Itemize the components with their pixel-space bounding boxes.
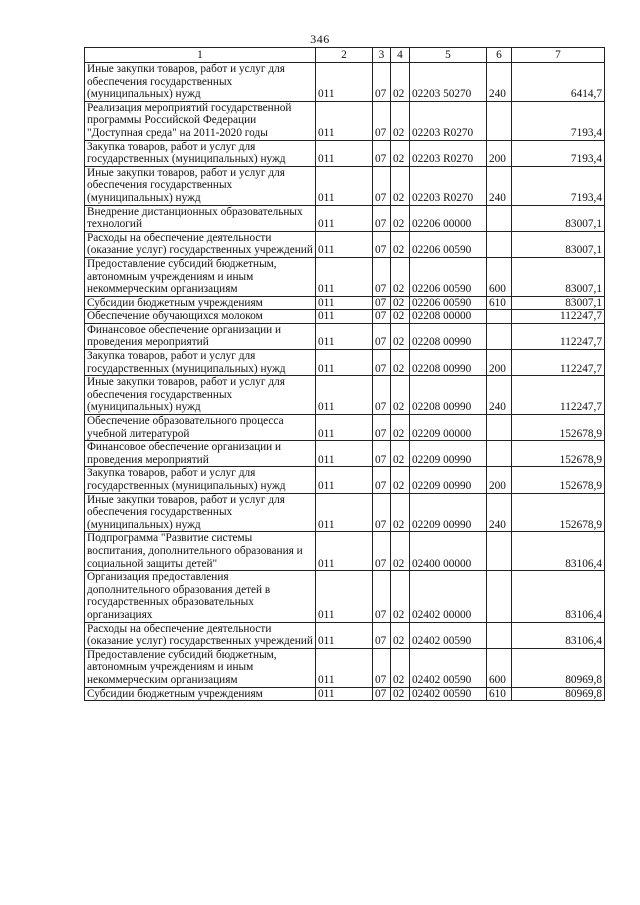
table-row xyxy=(85,205,605,231)
table-row xyxy=(85,571,605,622)
row-code-expense-type xyxy=(487,415,512,441)
row-code-subsection: 02 xyxy=(391,231,410,257)
column-header: 5 xyxy=(410,48,487,63)
budget-table xyxy=(84,47,605,701)
table-row xyxy=(85,257,605,296)
row-code-expense-type: 200 xyxy=(487,467,512,493)
row-code-admin: 011 xyxy=(316,296,373,310)
row-amount: 7193,4 xyxy=(512,166,605,205)
row-code-section: 07 xyxy=(373,101,391,140)
row-code-section: 07 xyxy=(373,257,391,296)
row-amount: 6414,7 xyxy=(512,63,605,102)
row-code-admin: 011 xyxy=(316,376,373,415)
row-code-subsection: 02 xyxy=(391,350,410,376)
row-code-admin: 011 xyxy=(316,493,373,532)
table-row xyxy=(85,63,605,102)
row-code-expense-type: 240 xyxy=(487,493,512,532)
row-code-expense-type xyxy=(487,101,512,140)
row-code-section: 07 xyxy=(373,310,391,324)
row-code-target: 02209 00000 xyxy=(410,415,487,441)
row-code-admin: 011 xyxy=(316,350,373,376)
row-code-expense-type xyxy=(487,231,512,257)
row-code-target: 02203 50270 xyxy=(410,63,487,102)
row-amount: 7193,4 xyxy=(512,101,605,140)
row-code-admin: 011 xyxy=(316,415,373,441)
column-header: 4 xyxy=(391,48,410,63)
row-code-admin: 011 xyxy=(316,323,373,349)
row-amount: 152678,9 xyxy=(512,441,605,467)
row-code-target: 02203 R0270 xyxy=(410,140,487,166)
row-code-section: 07 xyxy=(373,231,391,257)
row-code-section: 07 xyxy=(373,140,391,166)
row-code-subsection: 02 xyxy=(391,166,410,205)
row-code-section: 07 xyxy=(373,166,391,205)
row-name: Иные закупки товаров, работ и услуг для обеспечения государственных (муниципальных) нужд xyxy=(85,493,316,532)
row-code-section: 07 xyxy=(373,376,391,415)
row-code-target: 02402 00000 xyxy=(410,571,487,622)
row-name: Расходы на обеспечение деятельности (оказание услуг) государственных учреждений xyxy=(85,622,316,648)
row-name: Субсидии бюджетным учреждениям xyxy=(85,687,316,701)
row-code-target: 02208 00990 xyxy=(410,376,487,415)
row-code-expense-type xyxy=(487,310,512,324)
table-row xyxy=(85,310,605,324)
row-code-section: 07 xyxy=(373,532,391,571)
row-code-expense-type: 240 xyxy=(487,63,512,102)
row-amount: 80969,8 xyxy=(512,687,605,701)
row-code-section: 07 xyxy=(373,493,391,532)
row-amount: 83007,1 xyxy=(512,231,605,257)
row-code-target: 02402 00590 xyxy=(410,687,487,701)
row-code-subsection: 02 xyxy=(391,622,410,648)
row-name: Иные закупки товаров, работ и услуг для обеспечения государственных (муниципальных) нужд xyxy=(85,63,316,102)
row-code-target: 02402 00590 xyxy=(410,648,487,687)
table-row xyxy=(85,296,605,310)
row-amount: 80969,8 xyxy=(512,648,605,687)
row-code-section: 07 xyxy=(373,350,391,376)
row-code-admin: 011 xyxy=(316,622,373,648)
row-code-target: 02203 R0270 xyxy=(410,166,487,205)
row-name: Обеспечение образовательного процесса учебной литературой xyxy=(85,415,316,441)
row-amount: 152678,9 xyxy=(512,415,605,441)
row-code-subsection: 02 xyxy=(391,571,410,622)
row-code-target: 02206 00000 xyxy=(410,205,487,231)
row-amount: 83007,1 xyxy=(512,205,605,231)
row-code-section: 07 xyxy=(373,415,391,441)
row-amount: 112247,7 xyxy=(512,310,605,324)
row-code-target: 02209 00990 xyxy=(410,467,487,493)
row-code-target: 02206 00590 xyxy=(410,296,487,310)
row-amount: 152678,9 xyxy=(512,493,605,532)
row-code-admin: 011 xyxy=(316,101,373,140)
row-code-expense-type: 600 xyxy=(487,648,512,687)
table-row xyxy=(85,376,605,415)
table-row xyxy=(85,166,605,205)
row-code-subsection: 02 xyxy=(391,441,410,467)
table-row xyxy=(85,415,605,441)
row-amount: 152678,9 xyxy=(512,467,605,493)
row-code-subsection: 02 xyxy=(391,323,410,349)
row-name: Реализация мероприятий государственной программы Российской Федерации "Доступная среда" на 2011-2020 годы xyxy=(85,101,316,140)
row-code-admin: 011 xyxy=(316,231,373,257)
column-header: 2 xyxy=(316,48,373,63)
row-name: Внедрение дистанционных образовательных технологий xyxy=(85,205,316,231)
row-code-subsection: 02 xyxy=(391,687,410,701)
row-code-expense-type: 200 xyxy=(487,350,512,376)
table-row xyxy=(85,323,605,349)
table-row xyxy=(85,687,605,701)
row-code-admin: 011 xyxy=(316,441,373,467)
row-name: Закупка товаров, работ и услуг для государственных (муниципальных) нужд xyxy=(85,140,316,166)
row-code-target: 02208 00000 xyxy=(410,310,487,324)
row-code-admin: 011 xyxy=(316,140,373,166)
row-code-section: 07 xyxy=(373,571,391,622)
column-header: 6 xyxy=(487,48,512,63)
row-code-admin: 011 xyxy=(316,687,373,701)
row-code-target: 02209 00990 xyxy=(410,441,487,467)
row-amount: 83106,4 xyxy=(512,532,605,571)
row-code-subsection: 02 xyxy=(391,376,410,415)
row-code-subsection: 02 xyxy=(391,648,410,687)
table-header-row xyxy=(85,48,605,63)
row-code-expense-type: 240 xyxy=(487,166,512,205)
row-code-subsection: 02 xyxy=(391,310,410,324)
row-code-subsection: 02 xyxy=(391,257,410,296)
table-row xyxy=(85,231,605,257)
page-number: 346 xyxy=(310,32,330,46)
row-code-target: 02206 00590 xyxy=(410,231,487,257)
row-code-target: 02203 R0270 xyxy=(410,101,487,140)
row-code-admin: 011 xyxy=(316,166,373,205)
row-code-section: 07 xyxy=(373,441,391,467)
row-amount: 83106,4 xyxy=(512,571,605,622)
row-amount: 112247,7 xyxy=(512,350,605,376)
row-name: Предоставление субсидий бюджетным, автономным учреждениям и иным некоммерческим организациям xyxy=(85,257,316,296)
row-code-admin: 011 xyxy=(316,257,373,296)
table-row xyxy=(85,493,605,532)
row-code-subsection: 02 xyxy=(391,140,410,166)
row-code-target: 02206 00590 xyxy=(410,257,487,296)
row-code-target: 02209 00990 xyxy=(410,493,487,532)
row-code-target: 02208 00990 xyxy=(410,350,487,376)
row-code-admin: 011 xyxy=(316,310,373,324)
table-row xyxy=(85,622,605,648)
row-name: Организация предоставления дополнительного образования детей в государственных образовательных организациях xyxy=(85,571,316,622)
row-code-admin: 011 xyxy=(316,205,373,231)
table-row xyxy=(85,532,605,571)
row-code-target: 02208 00990 xyxy=(410,323,487,349)
row-code-section: 07 xyxy=(373,323,391,349)
row-code-subsection: 02 xyxy=(391,467,410,493)
row-code-admin: 011 xyxy=(316,63,373,102)
row-code-expense-type: 240 xyxy=(487,376,512,415)
table-row xyxy=(85,350,605,376)
row-name: Подпрограмма "Развитие системы воспитания, дополнительного образования и социальной защиты детей" xyxy=(85,532,316,571)
row-code-section: 07 xyxy=(373,205,391,231)
row-code-section: 07 xyxy=(373,687,391,701)
row-name: Закупка товаров, работ и услуг для государственных (муниципальных) нужд xyxy=(85,467,316,493)
row-code-admin: 011 xyxy=(316,648,373,687)
row-name: Иные закупки товаров, работ и услуг для обеспечения государственных (муниципальных) нужд xyxy=(85,376,316,415)
row-amount: 83007,1 xyxy=(512,296,605,310)
table-row xyxy=(85,101,605,140)
row-name: Расходы на обеспечение деятельности (оказание услуг) государственных учреждений xyxy=(85,231,316,257)
row-code-expense-type: 200 xyxy=(487,140,512,166)
row-code-admin: 011 xyxy=(316,571,373,622)
row-code-section: 07 xyxy=(373,63,391,102)
column-header: 7 xyxy=(512,48,605,63)
row-code-expense-type xyxy=(487,532,512,571)
table-row xyxy=(85,441,605,467)
row-code-target: 02402 00590 xyxy=(410,622,487,648)
row-code-subsection: 02 xyxy=(391,415,410,441)
table-row xyxy=(85,648,605,687)
row-code-section: 07 xyxy=(373,467,391,493)
table-row xyxy=(85,140,605,166)
row-code-expense-type xyxy=(487,441,512,467)
row-name: Обеспечение обучающихся молоком xyxy=(85,310,316,324)
row-name: Финансовое обеспечение организации и проведения мероприятий xyxy=(85,323,316,349)
row-amount: 112247,7 xyxy=(512,376,605,415)
row-code-admin: 011 xyxy=(316,532,373,571)
row-code-admin: 011 xyxy=(316,467,373,493)
row-code-section: 07 xyxy=(373,648,391,687)
row-code-subsection: 02 xyxy=(391,296,410,310)
row-name: Финансовое обеспечение организации и проведения мероприятий xyxy=(85,441,316,467)
row-amount: 112247,7 xyxy=(512,323,605,349)
row-code-expense-type: 610 xyxy=(487,687,512,701)
row-code-expense-type xyxy=(487,323,512,349)
column-header: 1 xyxy=(85,48,316,63)
row-name: Предоставление субсидий бюджетным, автономным учреждениям и иным некоммерческим организациям xyxy=(85,648,316,687)
row-code-target: 02400 00000 xyxy=(410,532,487,571)
row-amount: 83007,1 xyxy=(512,257,605,296)
row-code-subsection: 02 xyxy=(391,493,410,532)
row-code-subsection: 02 xyxy=(391,63,410,102)
row-amount: 7193,4 xyxy=(512,140,605,166)
row-name: Закупка товаров, работ и услуг для государственных (муниципальных) нужд xyxy=(85,350,316,376)
row-code-expense-type xyxy=(487,622,512,648)
row-code-subsection: 02 xyxy=(391,532,410,571)
row-name: Иные закупки товаров, работ и услуг для обеспечения государственных (муниципальных) нужд xyxy=(85,166,316,205)
row-code-expense-type xyxy=(487,571,512,622)
row-name: Субсидии бюджетным учреждениям xyxy=(85,296,316,310)
row-code-expense-type: 610 xyxy=(487,296,512,310)
row-code-subsection: 02 xyxy=(391,205,410,231)
row-code-expense-type xyxy=(487,205,512,231)
row-code-expense-type: 600 xyxy=(487,257,512,296)
row-amount: 83106,4 xyxy=(512,622,605,648)
row-code-section: 07 xyxy=(373,622,391,648)
row-code-subsection: 02 xyxy=(391,101,410,140)
row-code-section: 07 xyxy=(373,296,391,310)
column-header: 3 xyxy=(373,48,391,63)
table-row xyxy=(85,467,605,493)
